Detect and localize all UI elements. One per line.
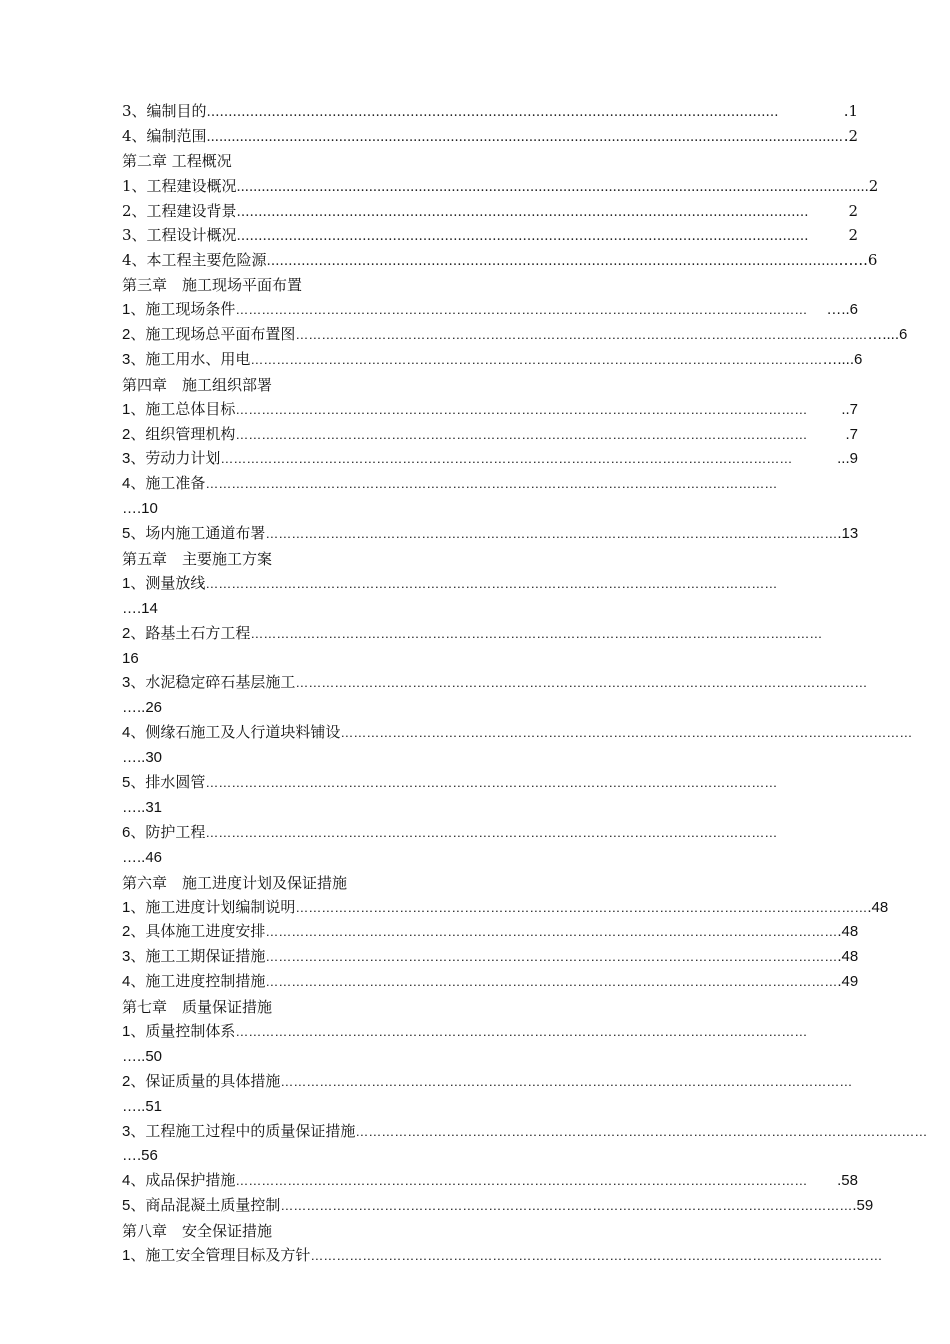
- toc-entry[interactable]: [122, 572, 858, 597]
- entry-title: 2、工程建设背景: [122, 201, 237, 220]
- page-number: .7: [845, 425, 858, 443]
- dot-leader: ……………………………………………………………………………………………………………………: [265, 526, 838, 542]
- toc-entry[interactable]: [122, 945, 858, 970]
- dot-leader: ……………………………………………………………………………………………………………………: [205, 824, 778, 840]
- page-number-continued: ….10: [122, 500, 158, 518]
- entry-title: 4、施工准备: [122, 475, 206, 493]
- entry-title: 2、施工现场总平面布置图: [122, 326, 296, 344]
- page-number: .58: [837, 1172, 858, 1190]
- toc-entry[interactable]: [122, 174, 879, 199]
- page-number: .48: [837, 923, 859, 941]
- entry-title: 5、商品混凝土质量控制: [122, 1197, 281, 1215]
- entry-title: 1、质量控制体系: [122, 1022, 236, 1040]
- dot-leader: ……………………………………………………………………………………………………………………: [295, 675, 868, 691]
- entry-title: 4、侧缘石施工及人行道块料铺设: [122, 724, 341, 742]
- page-number-continued: …..51: [122, 1097, 163, 1115]
- toc-chapter-heading[interactable]: [122, 373, 858, 398]
- entry-title: 6、防护工程: [122, 823, 206, 841]
- table-of-contents: [122, 99, 928, 1269]
- dot-leader: ……………………………………………………………………………………………………………………: [205, 476, 778, 492]
- page-number-continued: ….56: [122, 1147, 158, 1165]
- dot-leader: ……………………………………………………………………………………………………………………: [250, 351, 823, 367]
- dot-leader: ..........................................................................................................................................................: [206, 129, 843, 145]
- entry-title: 3、施工工期保证措施: [122, 948, 266, 966]
- entry-title: 1、施工现场条件: [122, 301, 236, 319]
- entry-title: 3、工程施工过程中的质量保证措施: [122, 1122, 356, 1140]
- dot-leader: ……………………………………………………………………………………………………………………: [235, 1023, 808, 1039]
- chapter-title: 第三章 施工现场平面布置: [122, 276, 303, 295]
- toc-entry[interactable]: [122, 398, 858, 423]
- toc-entry[interactable]: [122, 1020, 858, 1045]
- page-number: .49: [837, 973, 859, 991]
- page-number: …....6: [822, 350, 863, 368]
- entry-title: 3、工程设计概况: [122, 226, 237, 245]
- entry-title: 3、编制目的: [122, 102, 207, 120]
- chapter-title: 第五章 主要施工方案: [122, 550, 273, 569]
- toc-entry[interactable]: [122, 771, 858, 796]
- dot-leader: ……………………………………………………………………………………………………………………: [205, 775, 778, 791]
- page-number-continued: …..46: [122, 848, 163, 866]
- entry-title: 1、施工总体目标: [122, 400, 236, 418]
- dot-leader: ……………………………………………………………………………………………………………………: [280, 1073, 853, 1089]
- dot-leader: ……………………………………………………………………………………………………………………: [265, 924, 838, 940]
- dot-leader: ……………………………………………………………………………………………………………………: [235, 401, 808, 417]
- entry-title: 4、编制范围: [122, 126, 207, 145]
- page-number-continued: …..50: [122, 1047, 163, 1065]
- chapter-title: 第四章 施工组织部署: [122, 375, 273, 394]
- dot-leader: ……………………………………………………………………………………………………………………: [266, 254, 839, 270]
- toc-entry[interactable]: [122, 423, 858, 448]
- page-number-continued: ….14: [122, 599, 158, 617]
- entry-title: 4、施工进度控制措施: [122, 973, 266, 991]
- toc-entry[interactable]: [122, 1070, 858, 1095]
- dot-leader: ……………………………………………………………………………………………………………………: [235, 302, 808, 318]
- dot-leader: ……………………………………………………………………………………………………………………: [265, 974, 838, 990]
- entry-title: 2、保证质量的具体措施: [122, 1072, 281, 1090]
- toc-chapter-heading[interactable]: [122, 149, 858, 174]
- dot-leader: ……………………………………………………………………………………………………………………: [236, 204, 809, 220]
- toc-entry[interactable]: [122, 472, 858, 497]
- page-number: .1: [843, 102, 858, 120]
- page-number: .48: [837, 948, 859, 966]
- toc-entry[interactable]: [122, 323, 908, 348]
- toc-entry[interactable]: [122, 124, 858, 149]
- dot-leader: ……………………………………………………………………………………………………………………: [236, 229, 809, 245]
- toc-entry[interactable]: [122, 1120, 928, 1145]
- entry-title: 2、路基土石方工程: [122, 624, 251, 642]
- page-number: 2: [848, 201, 858, 220]
- page-number: .13: [837, 525, 859, 543]
- toc-chapter-heading[interactable]: [122, 995, 858, 1020]
- toc-entry[interactable]: [122, 447, 858, 472]
- toc-entry[interactable]: [122, 348, 863, 373]
- toc-entry[interactable]: [122, 1194, 874, 1219]
- toc-chapter-heading[interactable]: [122, 1219, 858, 1244]
- dot-leader: ……………………………………………………………………………………………………………………: [206, 105, 779, 120]
- toc-entry[interactable]: [122, 99, 858, 124]
- dot-leader: ……………………………………………………………………………………………………………………: [265, 949, 838, 965]
- toc-entry[interactable]: [122, 896, 889, 921]
- dot-leader: ……………………………………………………………………………………………………………………: [355, 1123, 928, 1139]
- dot-leader: .........................................................................................................................................................: [236, 179, 869, 195]
- entry-title: 4、成品保护措施: [122, 1172, 236, 1190]
- page-number: ...9: [837, 450, 858, 468]
- toc-entry[interactable]: [122, 1244, 883, 1269]
- page-number: …...6: [838, 251, 878, 270]
- entry-title: 4、本工程主要危险源: [122, 251, 267, 270]
- entry-title: 1、施工安全管理目标及方针: [122, 1246, 311, 1264]
- dot-leader: ……………………………………………………………………………………………………………………: [220, 451, 793, 467]
- page-number: .48: [867, 898, 889, 916]
- entry-title: 5、排水圆管: [122, 774, 206, 792]
- toc-entry[interactable]: [122, 721, 913, 746]
- entry-title: 2、组织管理机构: [122, 425, 236, 443]
- toc-entry[interactable]: [122, 248, 878, 273]
- dot-leader: ……………………………………………………………………………………………………………………: [250, 625, 823, 641]
- chapter-title: 第二章 工程概况: [122, 151, 232, 170]
- page-number: .2: [843, 126, 858, 145]
- toc-entry[interactable]: [122, 970, 858, 995]
- entry-title: 5、场内施工通道布署: [122, 525, 266, 543]
- entry-title: 3、施工用水、用电: [122, 350, 251, 368]
- entry-title: 3、劳动力计划: [122, 450, 221, 468]
- toc-entry[interactable]: [122, 223, 858, 248]
- entry-title: 3、水泥稳定碎石基层施工: [122, 674, 296, 692]
- dot-leader: ……………………………………………………………………………………………………………………: [295, 327, 868, 343]
- page-number: …..6: [826, 301, 858, 319]
- page-number-continued: …..26: [122, 699, 163, 717]
- dot-leader: ……………………………………………………………………………………………………………………: [310, 1247, 883, 1263]
- chapter-title: 第八章 安全保证措施: [122, 1222, 273, 1241]
- chapter-title: 第六章 施工进度计划及保证措施: [122, 873, 348, 892]
- toc-entry[interactable]: [122, 671, 868, 696]
- toc-entry[interactable]: [122, 920, 858, 945]
- entry-title: 1、施工进度计划编制说明: [122, 898, 296, 916]
- page-number-continued: …..31: [122, 798, 163, 816]
- toc-entry[interactable]: [122, 522, 858, 547]
- page-number: .59: [852, 1197, 874, 1215]
- toc-entry[interactable]: [122, 298, 858, 323]
- dot-leader: ……………………………………………………………………………………………………………………: [340, 725, 913, 741]
- dot-leader: ……………………………………………………………………………………………………………………: [295, 899, 868, 915]
- page-number-continued: 16: [122, 649, 139, 667]
- page-number: …....6: [867, 326, 908, 344]
- page-number: ..7: [841, 400, 858, 418]
- chapter-title: 第七章 质量保证措施: [122, 998, 273, 1017]
- entry-title: 1、工程建设概况: [122, 176, 237, 195]
- toc-entry[interactable]: [122, 199, 858, 224]
- toc-chapter-heading[interactable]: [122, 871, 858, 896]
- page-number: 2: [848, 226, 858, 245]
- toc-chapter-heading[interactable]: [122, 273, 858, 298]
- toc-entry[interactable]: [122, 1169, 858, 1194]
- entry-title: 1、测量放线: [122, 574, 206, 592]
- page-number-continued: …..30: [122, 749, 163, 767]
- toc-chapter-heading[interactable]: [122, 547, 858, 572]
- toc-entry[interactable]: [122, 821, 858, 846]
- dot-leader: ……………………………………………………………………………………………………………………: [205, 575, 778, 591]
- entry-title: 2、具体施工进度安排: [122, 923, 266, 941]
- dot-leader: ……………………………………………………………………………………………………………………: [280, 1198, 853, 1214]
- toc-entry[interactable]: [122, 622, 858, 647]
- dot-leader: ……………………………………………………………………………………………………………………: [235, 1173, 808, 1189]
- dot-leader: ……………………………………………………………………………………………………………………: [235, 426, 808, 442]
- page-number: 2: [868, 176, 879, 195]
